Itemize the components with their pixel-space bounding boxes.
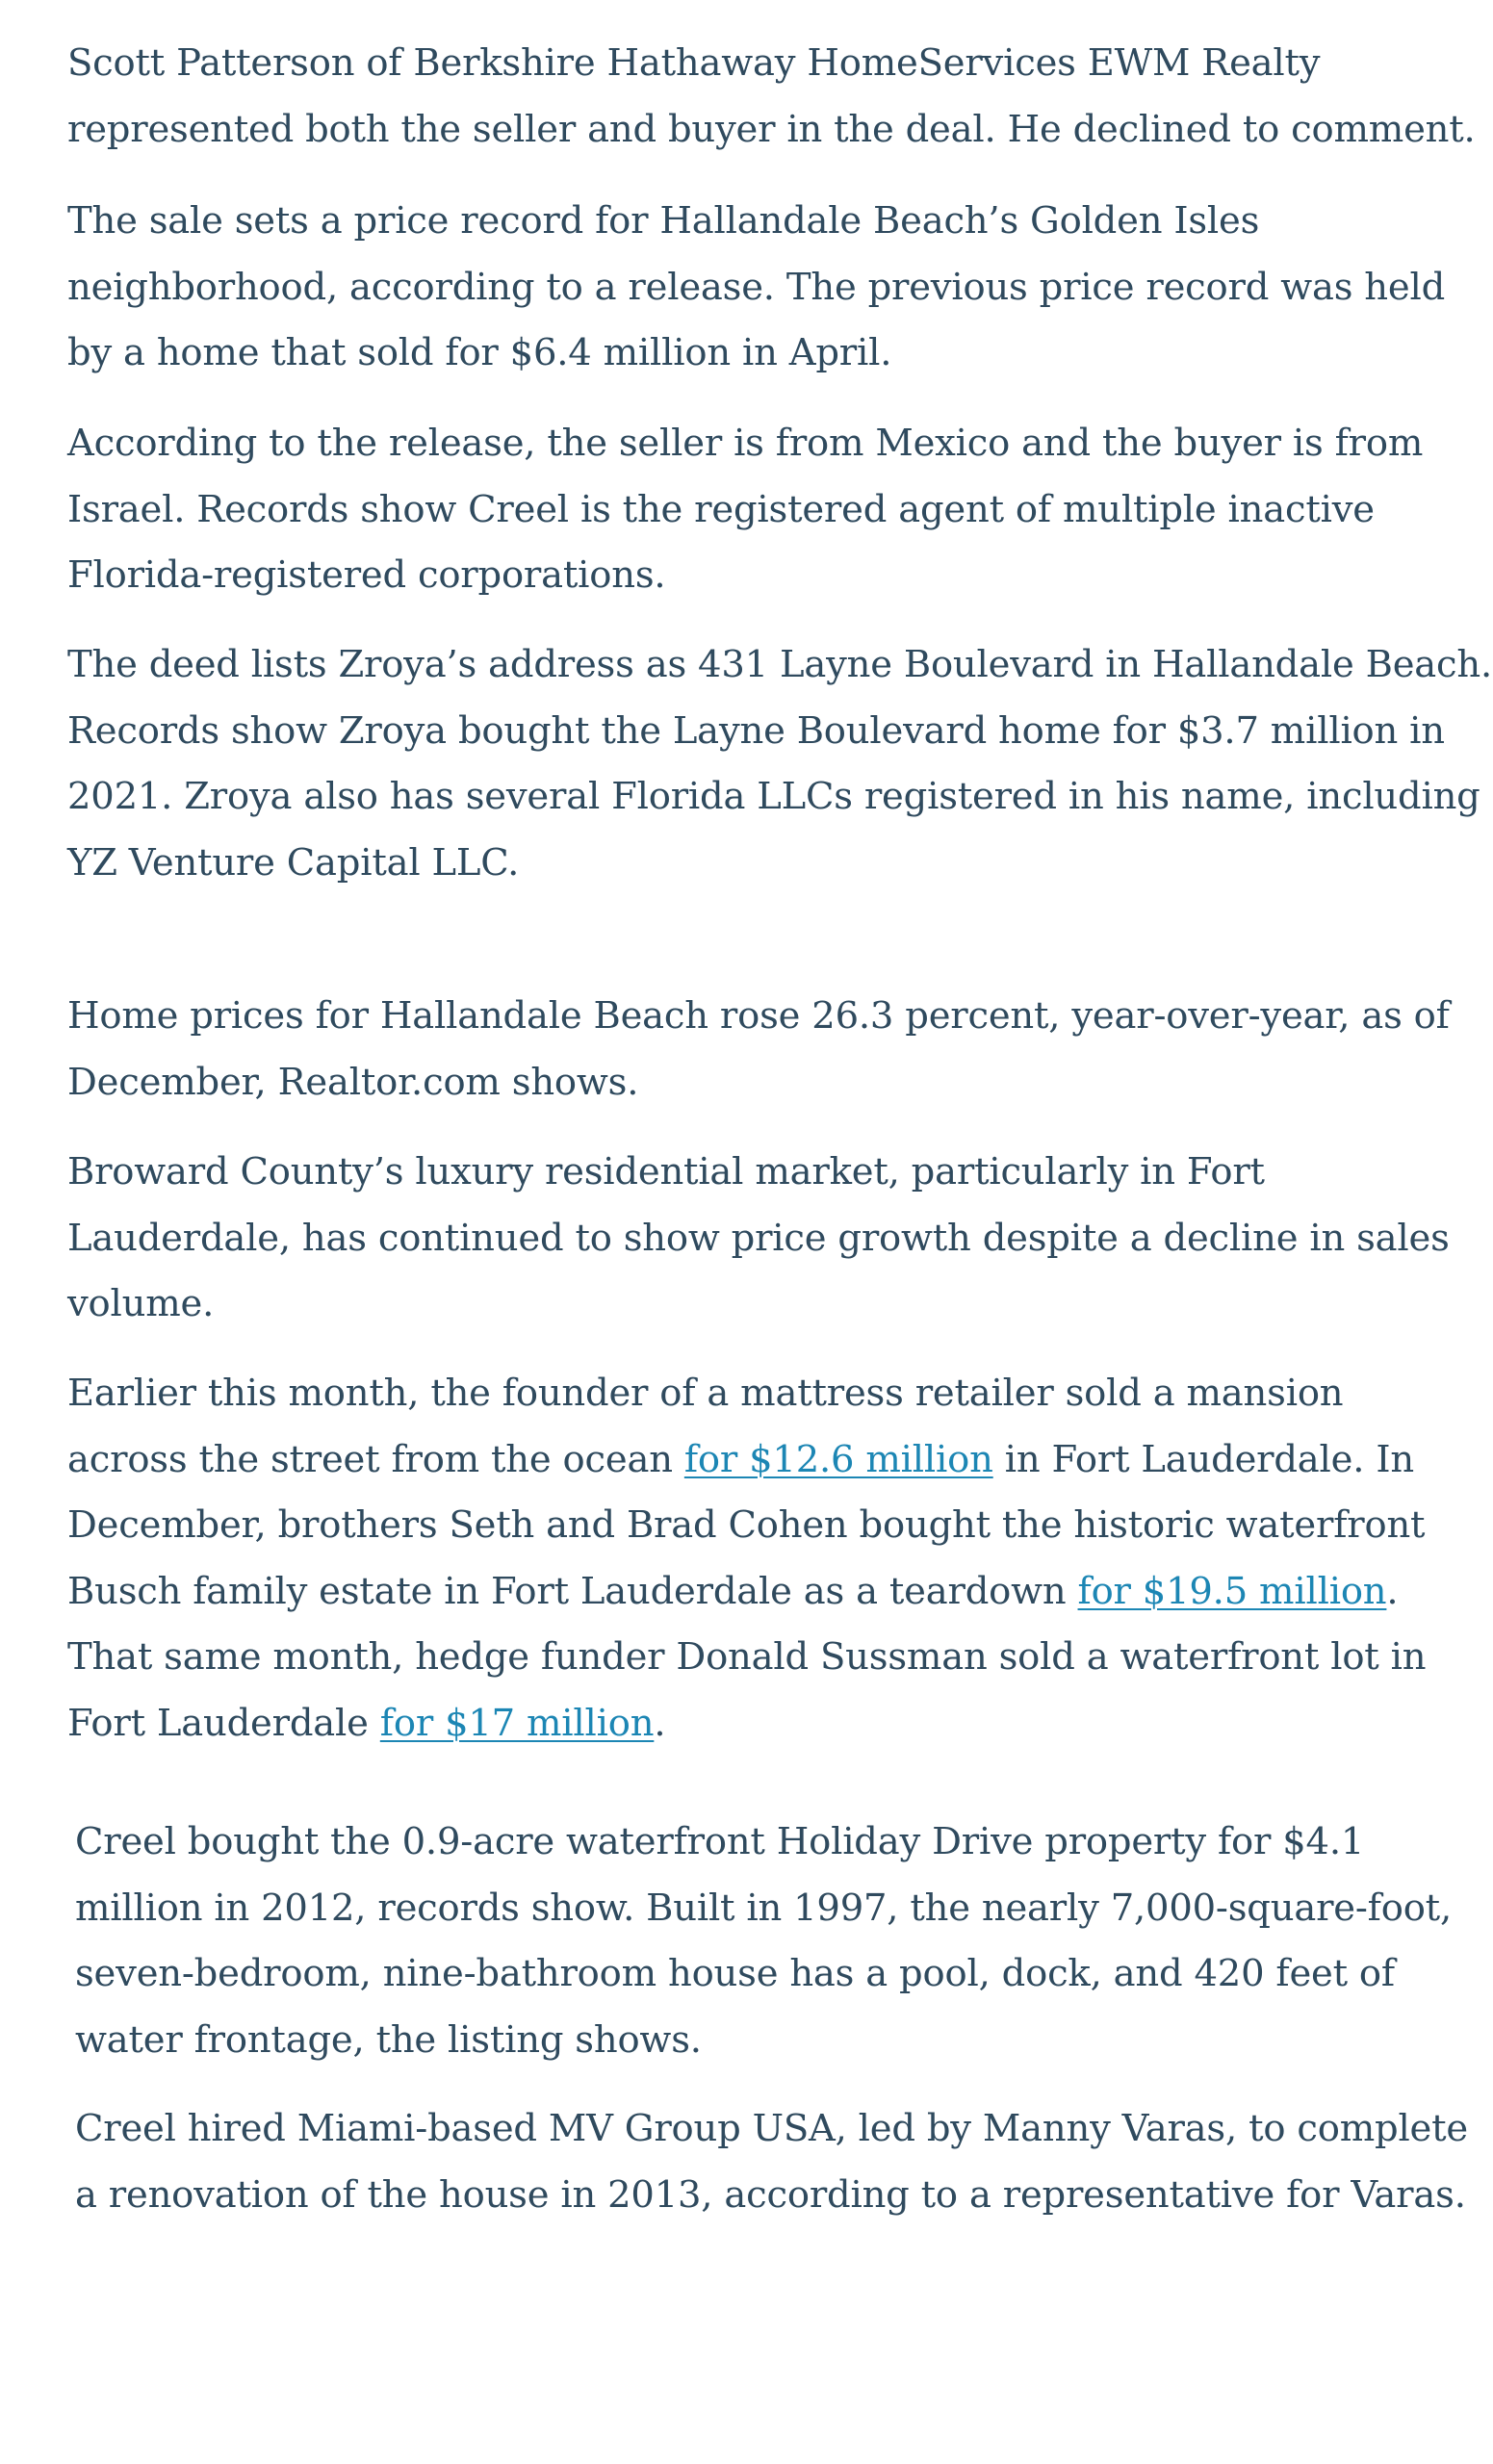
text-segment: December, Realtor.com shows. [67,1060,639,1104]
text-segment: Creel hired Miami-based MV Group USA, led by Manny Varas, to complete [75,2107,1469,2150]
paragraph-line [67,1691,1426,1758]
text-segment: million in 2012, records show. Built in 1997, the nearly 7,000-square-foot, [75,1886,1452,1930]
article-link[interactable]: for $19.5 million [1077,1569,1387,1613]
text-segment: by a home that sold for $6.4 million in April. [67,331,892,374]
text-segment: in Fort Lauderdale. In [992,1437,1414,1481]
paragraph-line [67,411,1423,477]
text-segment: Earlier this month, the founder of a mattress retailer sold a mansion [67,1372,1344,1415]
text-segment: seven-bedroom, nine-bathroom house has a pool, dock, and 420 feet of [75,1952,1395,1995]
paragraph-line [75,1876,1452,1942]
text-segment: Lauderdale, has continued to show price growth despite a decline in sales [67,1216,1450,1260]
paragraph-line [67,632,1492,699]
article-paragraph [75,1810,1452,2073]
paragraph-line [67,1206,1450,1272]
text-segment: YZ Venture Capital LLC. [67,840,520,885]
text-segment: Creel bought the 0.9-acre waterfront Holiday Drive property for $4.1 [75,1820,1365,1863]
article-paragraph [67,1361,1426,1757]
text-segment: Israel. Records show Creel is the registered agent of multiple inactive [67,487,1375,531]
paragraph-line [67,1625,1426,1691]
text-segment: represented both the seller and buyer in the deal. He declined to comment. [67,107,1476,151]
text-segment: neighborhood, according to a release. The previous price record was held [67,265,1446,309]
text-segment: Busch family estate in Fort Lauderdale as a teardown [67,1569,1078,1613]
text-segment: December, brothers Seth and Brad Cohen bought the historic waterfront [67,1503,1426,1547]
text-segment: Florida-registered corporations. [67,553,666,597]
text-segment: a renovation of the house in 2013, according to a representative for Varas. [75,2172,1466,2217]
paragraph-line [67,1050,1450,1116]
text-segment: Broward County’s luxury residential market, particularly in Fort [67,1150,1265,1194]
paragraph-line [67,189,1445,255]
text-segment: Home prices for Hallandale Beach rose 26.3 percent, year-over-year, as of [67,994,1450,1038]
paragraph-line [75,2163,1468,2229]
text-segment: water frontage, the listing shows. [75,2017,702,2062]
text-segment: volume. [67,1282,215,1325]
paragraph-line [67,699,1492,765]
paragraph-line [75,1810,1452,1876]
paragraph-line [67,1271,1450,1338]
paragraph-line [67,97,1476,164]
article-paragraph [67,632,1492,896]
paragraph-line [75,2008,1452,2074]
text-segment: . [1386,1569,1399,1613]
paragraph-line [67,1559,1426,1626]
paragraph-line [67,1361,1426,1427]
paragraph-line [67,1493,1426,1559]
text-segment: Scott Patterson of Berkshire Hathaway HomeServices EWM Realty [67,41,1321,85]
article-paragraph [67,411,1423,609]
text-segment: 2021. Zroya also has several Florida LLCs registered in his name, including [67,775,1480,818]
article-paragraph [75,2096,1468,2228]
text-segment: The sale sets a price record for Hallandale Beach’s Golden Isles [67,199,1260,243]
paragraph-line [67,543,1423,609]
article-paragraph [67,984,1450,1116]
article-paragraph [67,31,1476,163]
text-segment: Fort Lauderdale [67,1701,380,1745]
article-link[interactable]: for $17 million [379,1701,655,1745]
text-segment: across the street from the ocean [67,1437,684,1481]
paragraph-line [67,831,1492,897]
article-paragraph [67,189,1445,387]
paragraph-line [75,2096,1468,2163]
paragraph-line [67,255,1445,321]
paragraph-line [67,321,1445,387]
text-segment: According to the release, the seller is from Mexico and the buyer is from [67,422,1424,465]
text-segment: That same month, hedge funder Donald Sussman sold a waterfront lot in [67,1635,1427,1679]
paragraph-line [67,31,1476,97]
paragraph-line [75,1941,1452,2008]
text-segment: . [654,1701,666,1745]
paragraph-line [67,984,1450,1050]
paragraph-line [67,764,1492,831]
article-link[interactable]: for $12.6 million [683,1437,993,1481]
text-segment: The deed lists Zroya’s address as 431 Layne Boulevard in Hallandale Beach. [67,643,1493,686]
paragraph-line [67,1140,1450,1206]
paragraph-line [67,1427,1426,1494]
paragraph-line [67,477,1423,544]
text-segment: Records show Zroya bought the Layne Boulevard home for $3.7 million in [67,708,1445,753]
article-paragraph [67,1140,1450,1338]
